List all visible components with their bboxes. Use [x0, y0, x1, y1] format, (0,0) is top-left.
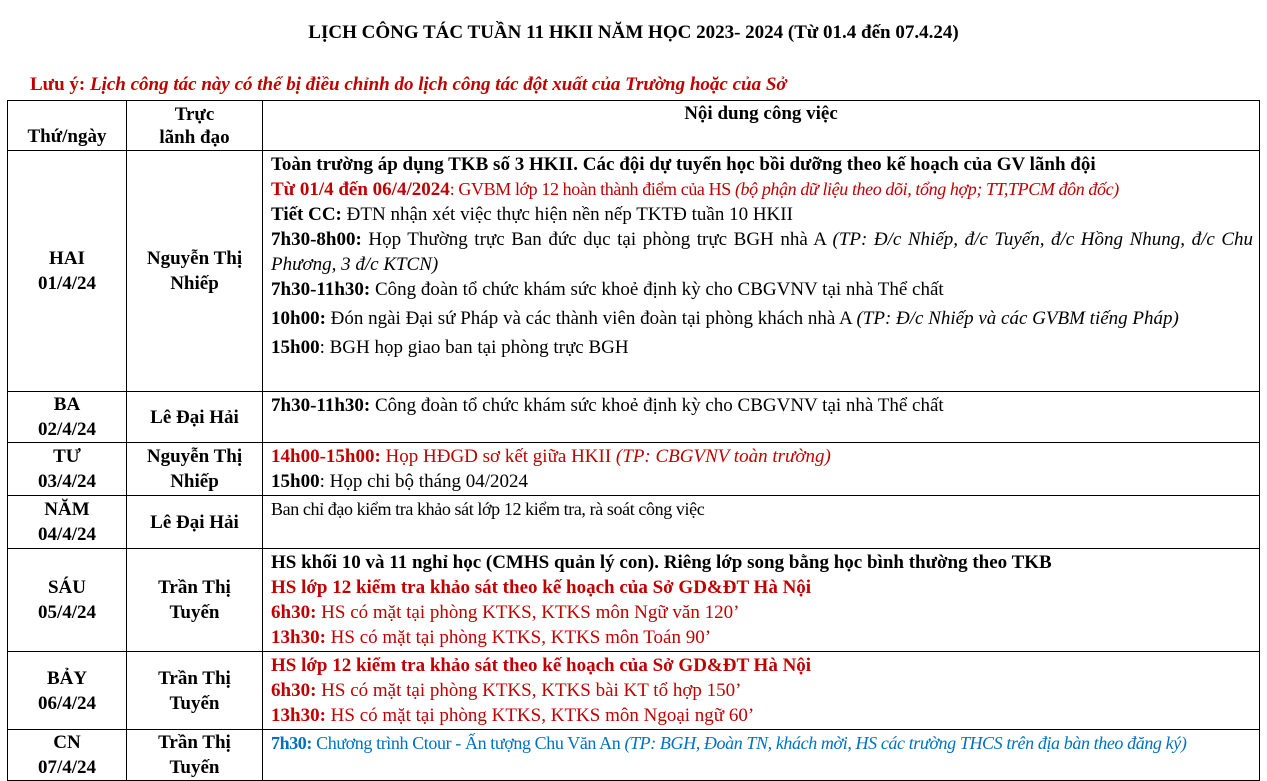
- content-line: HS khối 10 và 11 nghỉ học (CMHS quản lý con). Riêng lớp song bằng học bình thường theo TKB: [271, 552, 1052, 573]
- content-line: 7h30-11h30: Công đoàn tổ chức khám sức khoẻ định kỳ cho CBGVNV tại nhà Thể chất: [271, 395, 944, 416]
- content-cell: [263, 496, 1260, 549]
- table-row: [8, 496, 1260, 549]
- content-line: 15h00: BGH họp giao ban tại phòng trực BGH: [271, 337, 629, 358]
- content-line: 6h30: HS có mặt tại phòng KTKS, KTKS bài KT tổ hợp 150’: [271, 680, 742, 701]
- content-line: Ban chỉ đạo kiểm tra khảo sát lớp 12 kiểm tra, rà soát công việc: [271, 499, 705, 519]
- table-row: [8, 730, 1260, 781]
- header-day: Thứ/ngày: [8, 101, 127, 151]
- content-line: 7h30-8h00: Họp Thường trực Ban đức dục tại phòng trực BGH nhà A (TP: Đ/c Nhiếp, đ/c Tuyến, đ/c Hồng Nhung, đ/c Chu Phương, 3 đ/c KTCN): [271, 229, 1254, 275]
- content-line: 7h30: Chương trình Ctour - Ấn tượng Chu Văn An (TP: BGH, Đoàn TN, khách mời, HS các trường THCS trên địa bàn theo đăng ký): [271, 733, 1187, 753]
- table-header-row: [8, 101, 1260, 151]
- content-line: 15h00: Họp chi bộ tháng 04/2024: [271, 471, 529, 492]
- content-cell: [263, 151, 1260, 392]
- day-cell: TƯ 03/4/24: [8, 443, 127, 496]
- content-line: 14h00-15h00: Họp HĐGD sơ kết giữa HKII (TP: CBGVNV toàn trường): [271, 446, 831, 467]
- content-line: 13h30: HS có mặt tại phòng KTKS, KTKS môn Ngoại ngữ 60’: [271, 705, 755, 726]
- leader-cell: Nguyễn Thị Nhiếp: [127, 443, 263, 496]
- content-line: 13h30: HS có mặt tại phòng KTKS, KTKS môn Toán 90’: [271, 627, 712, 648]
- table-row: [8, 392, 1260, 443]
- leader-cell: Lê Đại Hải: [127, 496, 263, 549]
- day-cell: BẢY 06/4/24: [8, 652, 127, 730]
- note-text: Lịch công tác này có thể bị điều chỉnh do lịch công tác đột xuất của Trường hoặc của Sở: [85, 74, 787, 95]
- day-cell: SÁU 05/4/24: [8, 549, 127, 652]
- content-cell: [263, 652, 1260, 730]
- content-line: 7h30-11h30: Công đoàn tổ chức khám sức khoẻ định kỳ cho CBGVNV tại nhà Thể chất: [271, 279, 944, 300]
- content-line: Toàn trường áp dụng TKB số 3 HKII. Các đội dự tuyển học bồi dưỡng theo kế hoạch của GV lãnh đội: [271, 154, 1096, 175]
- leader-cell: Trần Thị Tuyến: [127, 730, 263, 781]
- content-cell: [263, 443, 1260, 496]
- note: [30, 74, 787, 96]
- table-row: [8, 443, 1260, 496]
- content-line: Từ 01/4 đến 06/4/2024: GVBM lớp 12 hoàn thành điểm của HS (bộ phận dữ liệu theo dõi, tổng hợp; TT,TPCM đôn đốc): [271, 179, 1119, 200]
- content-cell: [263, 392, 1260, 443]
- header-content: Nội dung công việc: [263, 101, 1260, 151]
- content-cell: [263, 549, 1260, 652]
- content-cell: [263, 730, 1260, 781]
- table-row: [8, 549, 1260, 652]
- day-cell: NĂM 04/4/24: [8, 496, 127, 549]
- leader-cell: Nguyễn Thị Nhiếp: [127, 151, 263, 392]
- content-line: 10h00: Đón ngài Đại sứ Pháp và các thành viên đoàn tại phòng khách nhà A (TP: Đ/c Nhiếp và các GVBM tiếng Pháp): [271, 308, 1179, 329]
- table-row: [8, 151, 1260, 392]
- content-line: HS lớp 12 kiểm tra khảo sát theo kế hoạch của Sở GD&ĐT Hà Nội: [271, 655, 812, 676]
- day-cell: BA 02/4/24: [8, 392, 127, 443]
- leader-cell: Lê Đại Hải: [127, 392, 263, 443]
- page-title: LỊCH CÔNG TÁC TUẦN 11 HKII NĂM HỌC 2023- 2024 (Từ 01.4 đến 07.4.24): [308, 22, 959, 43]
- leader-cell: Trần Thị Tuyến: [127, 652, 263, 730]
- content-line: HS lớp 12 kiểm tra khảo sát theo kế hoạch của Sở GD&ĐT Hà Nội: [271, 577, 812, 598]
- day-cell: HAI 01/4/24: [8, 151, 127, 392]
- content-line: Tiết CC: ĐTN nhận xét việc thực hiện nền nếp TKTĐ tuần 10 HKII: [271, 204, 793, 225]
- table-row: [8, 652, 1260, 730]
- day-cell: CN 07/4/24: [8, 730, 127, 781]
- leader-cell: Trần Thị Tuyến: [127, 549, 263, 652]
- content-line: 6h30: HS có mặt tại phòng KTKS, KTKS môn Ngữ văn 120’: [271, 602, 740, 623]
- schedule-table: [7, 100, 1260, 781]
- header-leader: Trực lãnh đạo: [127, 101, 263, 151]
- note-label: Lưu ý:: [30, 74, 86, 95]
